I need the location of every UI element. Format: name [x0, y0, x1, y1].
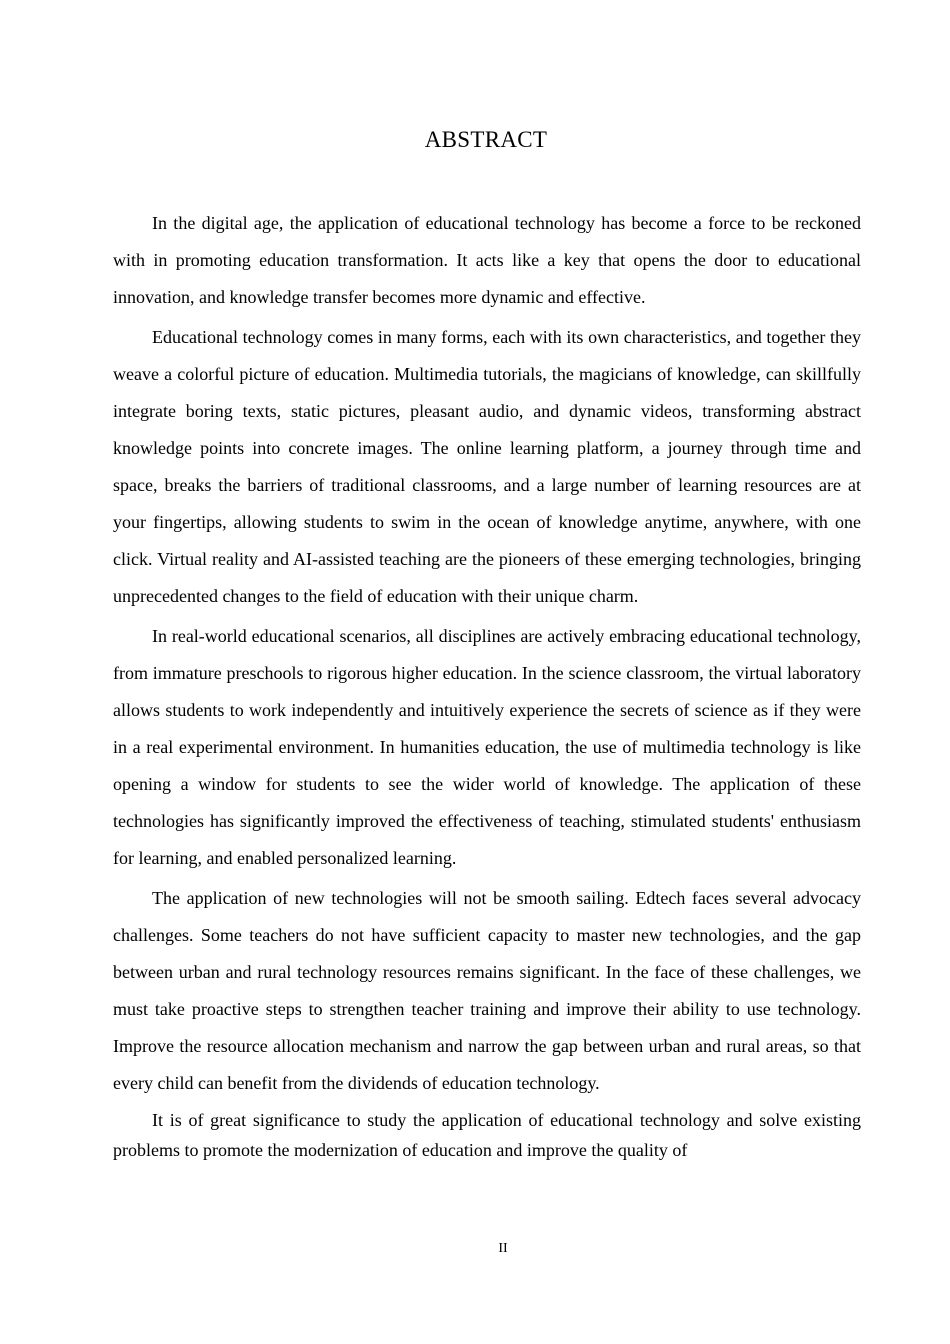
abstract-title: ABSTRACT	[424, 127, 548, 152]
paragraph-5: It is of great significance to study the application of educational technology and solve existing problems to promote the modernization of education and improve the quality of	[113, 1110, 861, 1160]
abstract-body	[113, 205, 861, 1168]
page-number: II	[498, 1241, 508, 1256]
paragraph-2: Educational technology comes in many forms, each with its own characteristics, and together they weave a colorful picture of education. Multimedia tutorials, the magicians of knowledge, can skillfully integrate boring texts, static pictures, pleasant audio, and dynamic videos, transforming abstract knowledge points into concrete images. The online learning platform, a journey through time and space, breaks the barriers of traditional classrooms, and a large number of learning resources are at your fingertips, allowing students to swim in the ocean of knowledge anytime, anywhere, with one click. Virtual reality and AI-assisted teaching are the pioneers of these emerging technologies, bringing unprecedented changes to the field of education with their unique charm.	[113, 327, 861, 606]
paragraph-4: The application of new technologies will not be smooth sailing. Edtech faces several advocacy challenges. Some teachers do not have sufficient capacity to master new technologies, and the gap between urban and rural technology resources remains significant. In the face of these challenges, we must take proactive steps to strengthen teacher training and improve their ability to use technology. Improve the resource allocation mechanism and narrow the gap between urban and rural areas, so that every child can benefit from the dividends of education technology.	[113, 888, 861, 1093]
paragraph-3: In real-world educational scenarios, all disciplines are actively embracing educational technology, from immature preschools to rigorous higher education. In the science classroom, the virtual laboratory allows students to work independently and intuitively experience the secrets of science as if they were in a real experimental environment. In humanities education, the use of multimedia technology is like opening a window for students to see the wider world of knowledge. The application of these technologies has significantly improved the effectiveness of teaching, stimulated students' enthusiasm for learning, and enabled personalized learning.	[113, 626, 861, 868]
paragraph-1: In the digital age, the application of educational technology has become a force to be reckoned with in promoting education transformation. It acts like a key that opens the door to educational innovation, and knowledge transfer becomes more dynamic and effective.	[113, 213, 861, 307]
